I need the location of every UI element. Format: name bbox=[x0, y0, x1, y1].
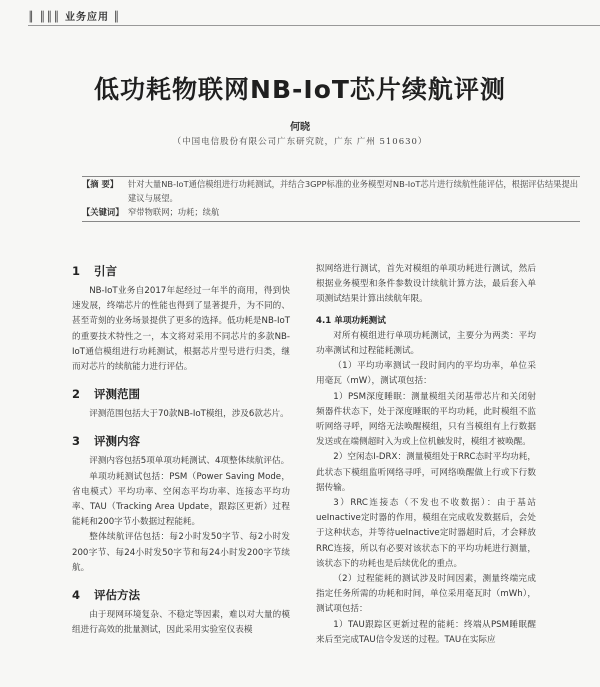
abstract-text: 针对大量NB-IoT通信模组进行功耗测试，并结合3GPP标准的业务模型对NB-IoT芯片进行续航性能评估，根据评估结果提出建议与展望。 bbox=[128, 179, 579, 203]
section-heading: 3 评测内容 bbox=[72, 434, 140, 449]
header-bars-icon: ║ bbox=[109, 12, 121, 23]
paragraph: （2）过程能耗的测试涉及时间因素，测量终端完成指定任务所需的功耗和时间，单位采用毫瓦时（mWh），测试项包括： bbox=[316, 574, 536, 615]
header-divider bbox=[28, 25, 600, 26]
keywords-label: 【关键词】 bbox=[82, 207, 124, 217]
paragraph: （1）平均功率测试一段时间内的平均功率，单位采用毫瓦（mW），测试项包括： bbox=[316, 361, 536, 387]
abstract-label: 【摘 要】 bbox=[82, 179, 119, 189]
running-header bbox=[28, 8, 121, 23]
header-bars-icon: ║ ║║║ bbox=[28, 12, 66, 23]
paragraph: 1）PSM深度睡眠：测量模组关闭基带芯片和关闭射频器件状态下，处于深度睡眠的平均功耗，此时模组不监听网络寻呼，网络无法唤醒模组，只有当模组有上行数据发送或在端侧超时入为或上位机触发时，模组才被唤醒。 bbox=[316, 391, 536, 448]
keywords-text: 窄带物联网；功耗；续航 bbox=[128, 207, 220, 217]
right-column bbox=[316, 262, 536, 648]
paragraph: 评测范围包括大于70款NB-IoT模组，涉及6款芯片。 bbox=[89, 409, 289, 420]
paragraph: 评测内容包括5项单项功耗测试、4项整体续航评估。 bbox=[89, 456, 290, 467]
section-heading: 4 评估方法 bbox=[72, 588, 140, 603]
abstract-box bbox=[82, 176, 580, 222]
paragraph: 整体续航评估包括：每2小时发50字节、每2小时发200字节、每24小时发50字节和每24小时发200字节续航。 bbox=[72, 532, 290, 573]
paragraph: 1）TAU跟踪区更新过程的能耗：终端从PSM睡眠醒来后至完成TAU信令发送的过程。TAU在实际应 bbox=[316, 619, 536, 645]
keywords-row bbox=[82, 205, 580, 222]
paragraph: 对所有模组进行单项功耗测试，主要分为两类：平均功率测试和过程能耗测试。 bbox=[316, 330, 536, 357]
abstract-row bbox=[82, 177, 580, 205]
author: 何晓 bbox=[290, 122, 310, 133]
paragraph: 2）空闲态I-DRX：测量模组处于RRC态时平均功耗，此状态下模组监听网络寻呼，可网络唤醒做上行或下行数据传输。 bbox=[316, 452, 536, 493]
paragraph: 单项功耗测试包括：PSM（Power Saving Mode，省电模式）平均功率、空闲态平均功率、连接态平均功率、TAU（Tracking Area Update，跟踪区更新）过程能耗和200字节小数据过程能耗。 bbox=[72, 471, 290, 528]
section-heading: 1 引言 bbox=[72, 264, 117, 278]
left-column bbox=[72, 262, 290, 638]
subsection-heading: 4.1 单项功耗测试 bbox=[316, 315, 386, 326]
paragraph: 3）RRC连接态（不发也不收数据）：由于基站ueInactive定时器的作用，模组在完成收发数据后，会处于这种状态，并等待ueInactive定时器超时后，才会释放RRC连接，所以有必要对该状态下的平均功耗进行测量，该状态下的功耗也是后续优化的重点。 bbox=[316, 498, 536, 569]
section-heading: 2 评测范围 bbox=[72, 387, 140, 402]
paragraph: NB-IoT业务自2017年起经过一年半的商用，得到快速发展，终端芯片的性能也得到了显著提升，为不同的、甚至苛刻的业务场景提供了更多的选择。低功耗是NB-IoT的重要技术特性之一，本文将对采用不同芯片的多款NB-IoT通信模组进行功耗测试，根据芯片型号进行归类，继而对芯片的续航能力进行评估。 bbox=[72, 286, 290, 373]
header-label: 业务应用 bbox=[65, 12, 110, 23]
affiliation: （中国电信股份有限公司广东研究院，广东 广州 510630） bbox=[172, 137, 428, 147]
article-title: 低功耗物联网NB-IoT芯片续航评测 bbox=[94, 75, 506, 104]
paragraph: 由于现网环境复杂、不稳定等因素，难以对大量的模组进行高效的批量测试，因此采用实验室仪表模 bbox=[72, 610, 290, 636]
paragraph: 拟网络进行测试，首先对模组的单项功耗进行测试，然后根据业务模型和条件参数设计续航计算方法，最后套入单项测试结果计算出续航年限。 bbox=[316, 264, 536, 305]
